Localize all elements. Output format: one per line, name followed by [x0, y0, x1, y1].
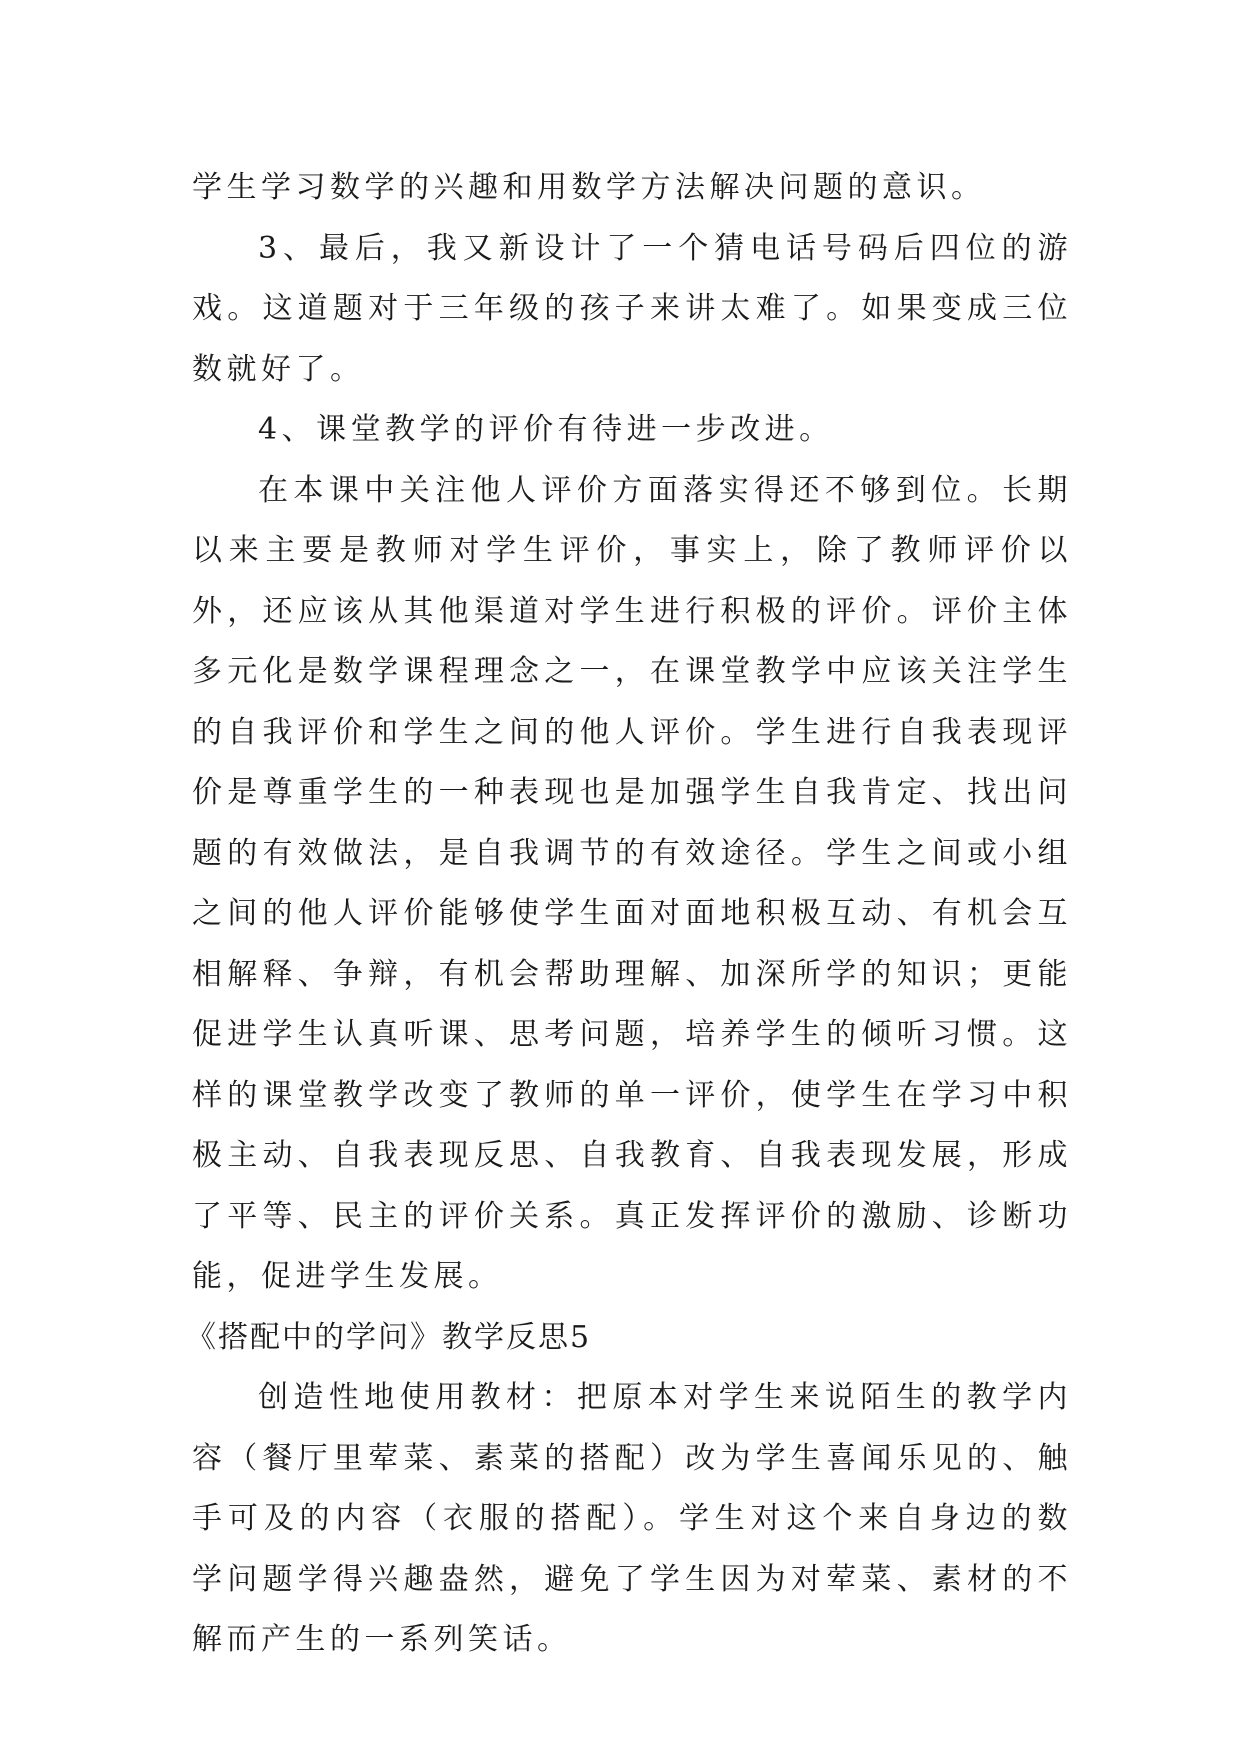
document-page: [186, 158, 1072, 1671]
paragraph-textbook-use: 创造性地使用教材：把原本对学生来说陌生的教学内容（餐厅里荤菜、素菜的搭配）改为学生喜闻乐见的、触手可及的内容（衣服的搭配）。学生对这个来自身边的数学问题学得兴趣盎然，避免了学生因为对荤菜、素材的不解而产生的一系列笑话。: [192, 1380, 1072, 1657]
section-heading: 《搭配中的学问》教学反思5: [186, 1319, 592, 1355]
paragraph-evaluation: 在本课中关注他人评价方面落实得还不够到位。长期以来主要是教师对学生评价，事实上，除了教师评价以外，还应该从其他渠道对学生进行积极的评价。评价主体多元化是数学课程理念之一，在课堂教学中应该关注学生的自我评价和学生之间的他人评价。学生进行自我表现评价是尊重学生的一种表现也是加强学生自我肯定、找出问题的有效做法，是自我调节的有效途径。学生之间或小组之间的他人评价能够使学生面对面地积极互动、有机会互相解释、争辩，有机会帮助理解、加深所学的知识；更能促进学生认真听课、思考问题，培养学生的倾听习惯。这样的课堂教学改变了教师的单一评价，使学生在学习中积极主动、自我表现反思、自我教育、自我表现发展，形成了平等、民主的评价关系。真正发挥评价的激励、诊断功能，促进学生发展。: [192, 472, 1072, 1294]
paragraph-point-4: 4、课堂教学的评价有待进一步改进。: [258, 412, 834, 447]
paragraph-continuation: 学生学习数学的兴趣和用数学方法解决问题的意识。: [192, 170, 986, 205]
paragraph-point-3: 3、最后，我又新设计了一个猜电话号码后四位的游戏。这道题对于三年级的孩子来讲太难了。如果变成三位数就好了。: [192, 230, 1072, 387]
